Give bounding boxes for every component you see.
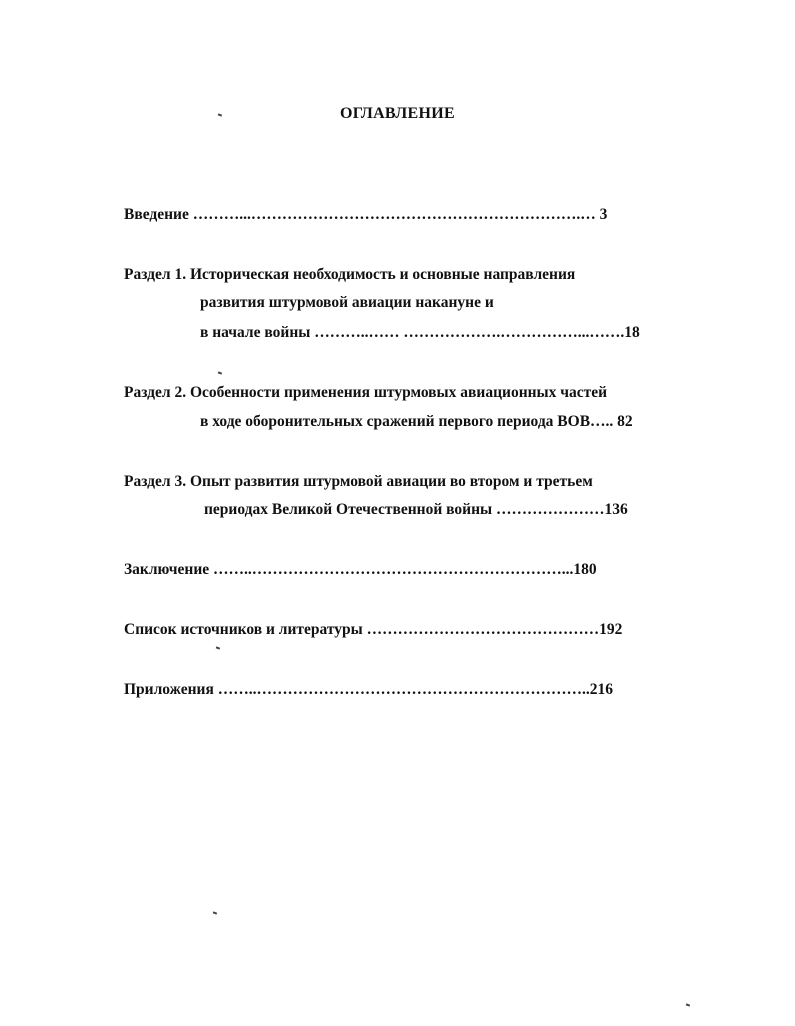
toc-entry-section3-line2: периодах Великой Отечественной войны …………………136 — [204, 501, 628, 518]
toc-entry-section1-line3: в начале войны ………..…… ……………….……………...…….18 — [200, 324, 640, 341]
toc-entry-intro: Введение ………...……………………………………………………….… 3 — [124, 206, 608, 223]
scan-speck — [213, 911, 217, 914]
toc-entry-appendix: Приложения ……..………………………………………………………..216 — [124, 681, 613, 698]
toc-entry-section1-line1: Раздел 1. Историческая необходимость и основные направления — [124, 266, 576, 283]
toc-entry-section3-line1: Раздел 3. Опыт развития штурмовой авиации во втором и третьем — [124, 473, 593, 490]
toc-entry-section1-line2: развития штурмовой авиации накануне и — [200, 294, 494, 311]
toc-entry-sources: Список источников и литературы ………………………………………192 — [124, 621, 623, 638]
page-title: ОГЛАВЛЕНИЕ — [340, 105, 455, 122]
scan-speck — [218, 371, 222, 374]
toc-entry-conclusion: Заключение ……..……………………………………………………...180 — [124, 561, 597, 578]
toc-entry-section2-line2: в ходе оборонительных сражений первого периода ВОВ….. 82 — [200, 413, 633, 430]
scan-speck — [686, 1003, 690, 1006]
scan-speck — [216, 646, 220, 649]
toc-entry-section2-line1: Раздел 2. Особенности применения штурмовых авиационных частей — [124, 384, 608, 401]
